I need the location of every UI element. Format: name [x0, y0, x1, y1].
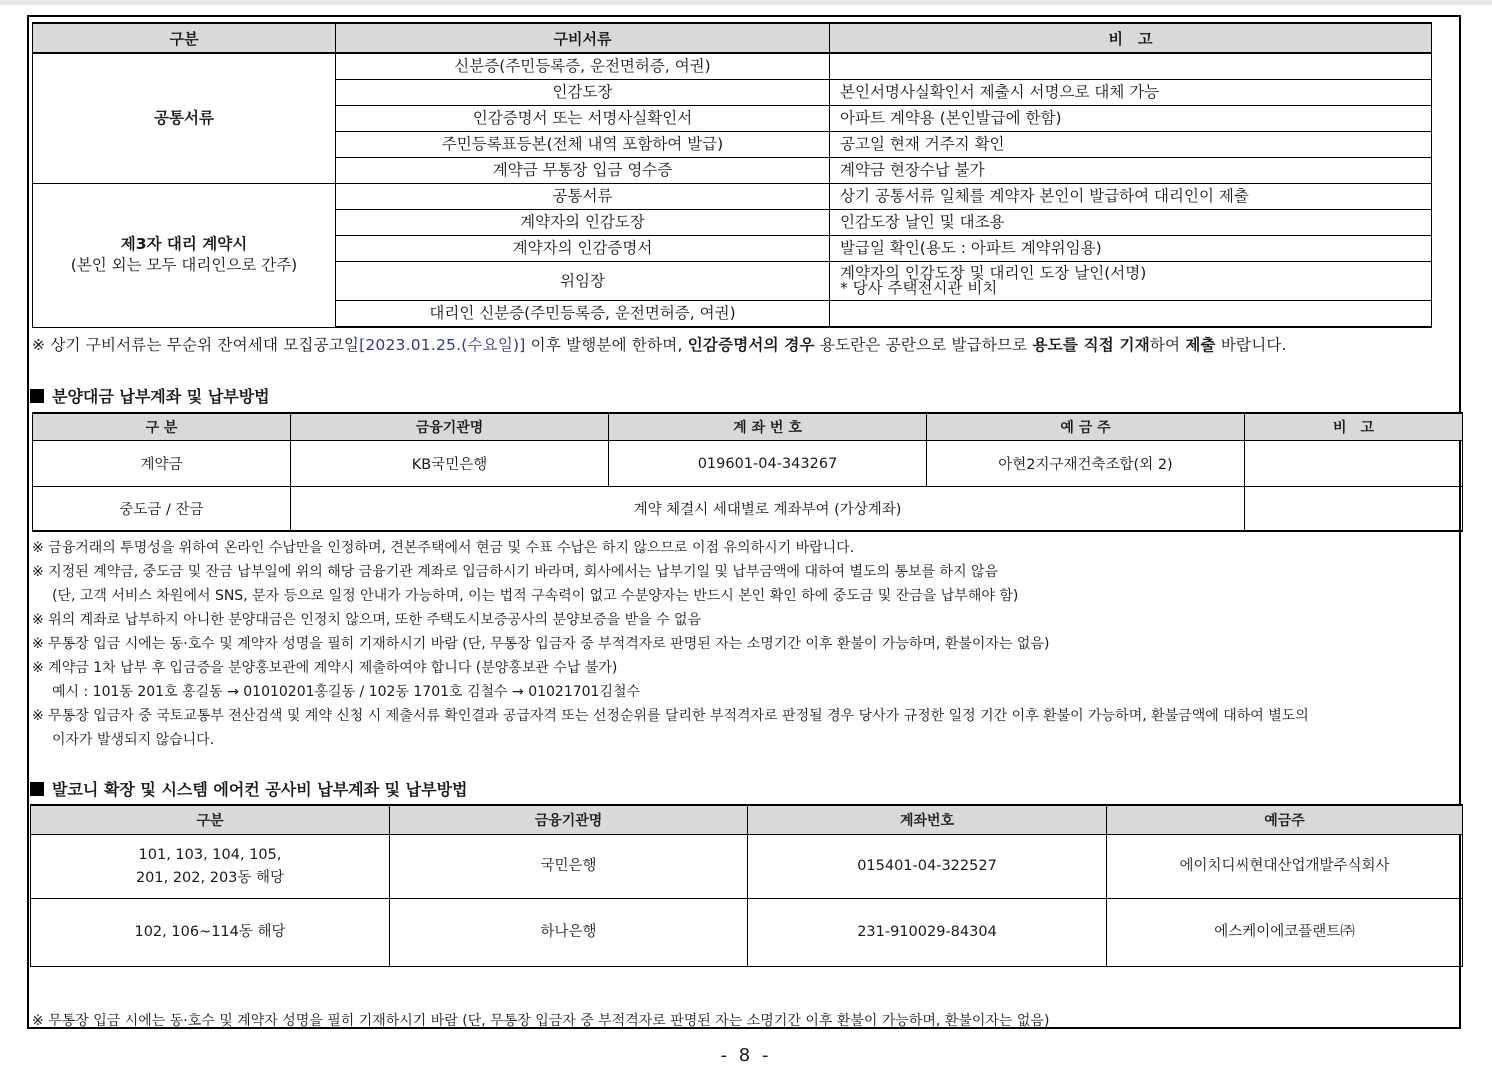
note-line: ※ 무통장 입금자 중 국토교통부 전산검색 및 계약 신청 시 제출서류 확인결과 공급자격 또는 선정순위를 달리한 부적격자로 판정될 경우 당사가 규정한 일정 기간 이후 환불이 가능하며, 환불금액에 대하여 별도의	[32, 708, 1309, 724]
top-edge	[0, 0, 1492, 5]
doc-cell: 신분증(주민등록증, 운전면허증, 여권)	[336, 53, 830, 80]
doc-cell: 인감증명서 또는 서명사실확인서	[336, 106, 830, 132]
header-account: 계좌번호	[748, 805, 1107, 835]
header-remarks: 비 고	[1245, 413, 1463, 441]
doc-cell: 계약자의 인감도장	[336, 210, 830, 236]
note-cell: 발급일 확인(용도 : 아파트 계약위임용)	[830, 236, 1432, 262]
section-title: 발코니 확장 및 시스템 에어컨 공사비 납부계좌 및 납부방법	[52, 780, 468, 799]
doc-cell: 위임장	[336, 262, 830, 301]
doc-cell: 공통서류	[336, 184, 830, 210]
account-cell: 015401-04-322527	[748, 835, 1107, 899]
type-cell	[31, 835, 390, 899]
table-row	[33, 441, 1463, 487]
documents-notice	[32, 333, 1287, 355]
note-cell: 본인서명사실확인서 제출시 서명으로 대체 가능	[830, 80, 1432, 106]
table-header-row	[33, 23, 1432, 53]
notice-date: [2023.01.25.(수요일)]	[359, 336, 526, 354]
header-category: 구분	[33, 23, 336, 53]
note-line: ※ 금융거래의 투명성을 위하여 온라인 수납만을 인정하며, 견본주택에서 현금 및 수표 수납은 하지 않으므로 이점 유의하시기 바랍니다.	[32, 540, 855, 556]
notice-bold: 용도를 직접 기재	[1032, 336, 1150, 354]
doc-cell: 계약금 무통장 입금 영수증	[336, 158, 830, 184]
bank-cell: KB국민은행	[291, 441, 609, 487]
payment-notes	[32, 536, 1309, 752]
notice-text: 하여	[1149, 336, 1186, 354]
header-bank: 금융기관명	[291, 413, 609, 441]
header-remarks: 비 고	[830, 23, 1432, 53]
note-line: * 당사 주택전시관 비치	[840, 279, 998, 297]
header-documents: 구비서류	[336, 23, 830, 53]
balcony-notice: ※ 무통장 입금 시에는 동·호수 및 계약자 성명을 필히 기재하시기 바람 (단, 무통장 입금자 중 부적격자로 판명된 자는 소명기간 이후 환불이 가능하며, 환불이자는 없음)	[32, 1013, 1050, 1029]
note-line: ※ 무통장 입금 시에는 동·호수 및 계약자 성명을 필히 기재하시기 바람 (단, 무통장 입금자 중 부적격자로 판명된 자는 소명기간 이후 환불이 가능하며, 환불이자는 없음)	[32, 636, 1050, 652]
type-line: 101, 103, 104, 105,	[138, 846, 282, 863]
notice-bold: 제출	[1185, 336, 1216, 354]
note-cell	[830, 53, 1432, 80]
square-bullet-icon	[30, 389, 44, 403]
note-cell: 공고일 현재 거주지 확인	[830, 132, 1432, 158]
table-row	[33, 487, 1463, 531]
category-proxy	[33, 184, 336, 328]
header-type: 구분	[31, 805, 390, 835]
table-row	[33, 184, 1432, 210]
header-bank: 금융기관명	[390, 805, 748, 835]
type-line: 201, 202, 203동 해당	[135, 869, 285, 886]
doc-cell: 인감도장	[336, 80, 830, 106]
bank-cell: 국민은행	[390, 835, 748, 899]
type-cell: 중도금 / 잔금	[33, 487, 291, 531]
type-cell: 102, 106~114동 해당	[31, 899, 390, 967]
category-proxy-subtitle: (본인 외는 모두 대리인으로 간주)	[70, 256, 298, 275]
section-title: 분양대금 납부계좌 및 납부방법	[52, 387, 270, 406]
bank-cell: 하나은행	[390, 899, 748, 967]
notice-text: ※ 상기 구비서류는 무순위 잔여세대 모집공고일	[32, 336, 360, 354]
note-line: ※ 위의 계좌로 납부하지 아니한 분양대금은 인정치 않으며, 또한 주택도시보증공사의 분양보증을 받을 수 없음	[32, 612, 702, 628]
page-number: - 8 -	[720, 1045, 772, 1066]
doc-cell: 대리인 신분증(주민등록증, 운전면허증, 여권)	[336, 301, 830, 328]
note-line: 이자가 발생되지 않습니다.	[52, 732, 215, 748]
section-heading-payment	[30, 384, 270, 407]
holder-cell: 아현2지구재건축조합(외 2)	[927, 441, 1245, 487]
holder-cell: 에스케이에코플랜트㈜	[1107, 899, 1463, 967]
payment-account-table	[32, 412, 1463, 532]
doc-cell: 주민등록표등본(전체 내역 포함하여 발급)	[336, 132, 830, 158]
remarks-cell	[1245, 441, 1463, 487]
square-bullet-icon	[30, 782, 44, 796]
category-common: 공통서류	[33, 53, 336, 184]
header-holder: 예 금 주	[927, 413, 1245, 441]
section-heading-balcony	[30, 777, 468, 800]
note-line: 예시 : 101동 201호 홍길동 → 01010201홍길동 / 102동 1701호 김철수 → 01021701김철수	[52, 684, 641, 700]
holder-cell: 에이치디씨현대산업개발주식회사	[1107, 835, 1463, 899]
note-line: 계약자의 인감도장 및 대리인 도장 날인(서명)	[840, 264, 1147, 282]
table-header-row	[31, 805, 1463, 835]
account-cell: 019601-04-343267	[609, 441, 927, 487]
note-line: ※ 계약금 1차 납부 후 입금증을 분양홍보관에 계약시 제출하여야 합니다 (분양홍보관 수납 불가)	[32, 660, 618, 676]
note-cell: 인감도장 날인 및 대조용	[830, 210, 1432, 236]
table-header-row	[33, 413, 1463, 441]
notice-text: 이후 발행분에 한하며,	[525, 336, 688, 354]
remarks-cell	[1245, 487, 1463, 531]
doc-cell: 계약자의 인감증명서	[336, 236, 830, 262]
table-row	[31, 899, 1463, 967]
note-cell	[830, 301, 1432, 328]
note-cell: 아파트 계약용 (본인발급에 한함)	[830, 106, 1432, 132]
note-line: (단, 고객 서비스 차원에서 SNS, 문자 등으로 일정 안내가 가능하며, 이는 법적 구속력이 없고 수분양자는 반드시 본인 확인 하에 중도금 및 잔금을 납부해야 함)	[52, 588, 1019, 604]
note-cell: 상기 공통서류 일체를 계약자 본인이 발급하여 대리인이 제출	[830, 184, 1432, 210]
type-cell: 계약금	[33, 441, 291, 487]
note-cell: 계약금 현장수납 불가	[830, 158, 1432, 184]
note-cell	[830, 262, 1432, 301]
header-type: 구 분	[33, 413, 291, 441]
note-line: ※ 지정된 계약금, 중도금 및 잔금 납부일에 위의 해당 금융기관 계좌로 입금하시기 바라며, 회사에서는 납부기일 및 납부금액에 대하여 별도의 통보를 하지 않음	[32, 564, 999, 580]
account-cell: 231-910029-84304	[748, 899, 1107, 967]
notice-bold: 인감증명서의 경우	[687, 336, 815, 354]
table-row	[31, 835, 1463, 899]
table-row	[33, 53, 1432, 80]
category-proxy-title: 제3자 대리 계약시	[120, 235, 248, 254]
required-documents-table	[32, 22, 1432, 328]
notice-text: 용도란은 공란으로 발급하므로	[814, 336, 1033, 354]
header-account: 계 좌 번 호	[609, 413, 927, 441]
header-holder: 예금주	[1107, 805, 1463, 835]
balcony-account-table	[30, 804, 1463, 967]
notice-text: 바랍니다.	[1215, 336, 1287, 354]
merged-cell: 계약 체결시 세대별로 계좌부여 (가상계좌)	[291, 487, 1245, 531]
